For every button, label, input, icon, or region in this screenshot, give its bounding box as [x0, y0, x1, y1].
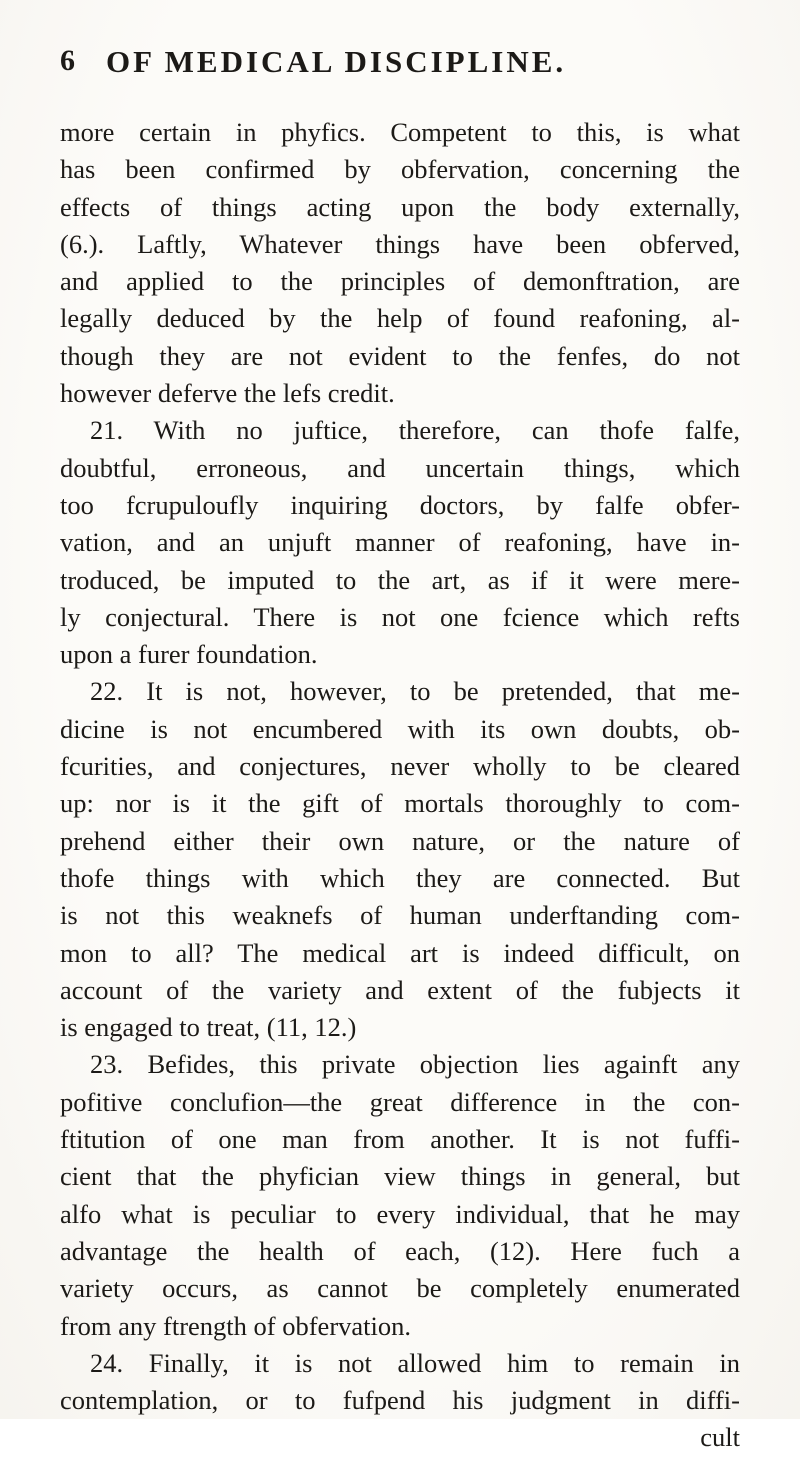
text-line: upon a furer foundation.: [60, 639, 318, 670]
text-line: is engaged to treat, (11, 12.): [60, 1012, 357, 1043]
running-head: OF MEDICAL DISCIPLINE.: [106, 44, 567, 79]
text-line: and applied to the principles of demonftration, are: [60, 266, 740, 297]
paragraph-23-start: 23. Befides, this private objection lies againft any: [90, 1049, 740, 1080]
text-line: is not this weaknefs of human underftanding com-: [60, 900, 740, 931]
text-line: dicine is not encumbered with its own doubts, ob-: [60, 713, 740, 744]
text-line: variety occurs, as cannot be completely enumerated: [60, 1273, 740, 1304]
text-line: thofe things with which they are connected. But: [60, 862, 740, 893]
text-line: effects of things acting upon the body externally,: [60, 191, 740, 222]
text-line: pofitive conclufion—the great difference in the con-: [60, 1086, 740, 1117]
text-line: alfo what is peculiar to every individual, that he may: [60, 1198, 740, 1229]
text-line: prehend either their own nature, or the nature of: [60, 825, 740, 856]
text-line: vation, and an unjuft manner of reafoning, have in-: [60, 527, 740, 558]
text-line: ly conjectural. There is not one fcience which refts: [60, 601, 740, 632]
text-line: fcurities, and conjectures, never wholly to be cleared: [60, 751, 740, 782]
text-line: ftitution of one man from another. It is not fuffi-: [60, 1124, 740, 1155]
catchword: cult: [700, 1422, 740, 1453]
text-line: mon to all? The medical art is indeed difficult, on: [60, 937, 740, 968]
text-line: doubtful, erroneous, and uncertain things, which: [60, 452, 740, 483]
page-number: 6: [60, 44, 76, 77]
paragraph-24-start: 24. Finally, it is not allowed him to remain in: [90, 1347, 740, 1378]
text-line: however deferve the lefs credit.: [60, 378, 395, 409]
text-line: from any ftrength of obfervation.: [60, 1310, 412, 1341]
text-line: though they are not evident to the fenfes, do not: [60, 340, 740, 371]
text-line: up: nor is it the gift of mortals thoroughly to com-: [60, 788, 740, 819]
text-line: too fcrupuloufly inquiring doctors, by falfe obfer-: [60, 489, 740, 520]
text-line: troduced, be imputed to the art, as if it were mere-: [60, 564, 740, 595]
text-line: cient that the phyfician view things in general, but: [60, 1161, 740, 1192]
page-header: [60, 44, 740, 84]
text-line: legally deduced by the help of found reafoning, al-: [60, 303, 740, 334]
text-line: more certain in phyfics. Competent to this, is what: [60, 117, 740, 147]
text-line: has been confirmed by obfervation, concerning the: [60, 154, 740, 185]
paragraph-22-start: 22. It is not, however, to be pretended, that me-: [90, 676, 740, 707]
text-line: advantage the health of each, (12). Here fuch a: [60, 1235, 740, 1266]
text-line: account of the variety and extent of the fubjects it: [60, 974, 740, 1005]
text-line: contemplation, or to fufpend his judgment in diffi-: [60, 1385, 740, 1416]
body-text: [60, 114, 740, 1457]
text-line: (6.). Laftly, Whatever things have been obferved,: [60, 228, 740, 259]
paragraph-21-start: 21. With no juftice, therefore, can thofe falfe,: [90, 415, 740, 446]
